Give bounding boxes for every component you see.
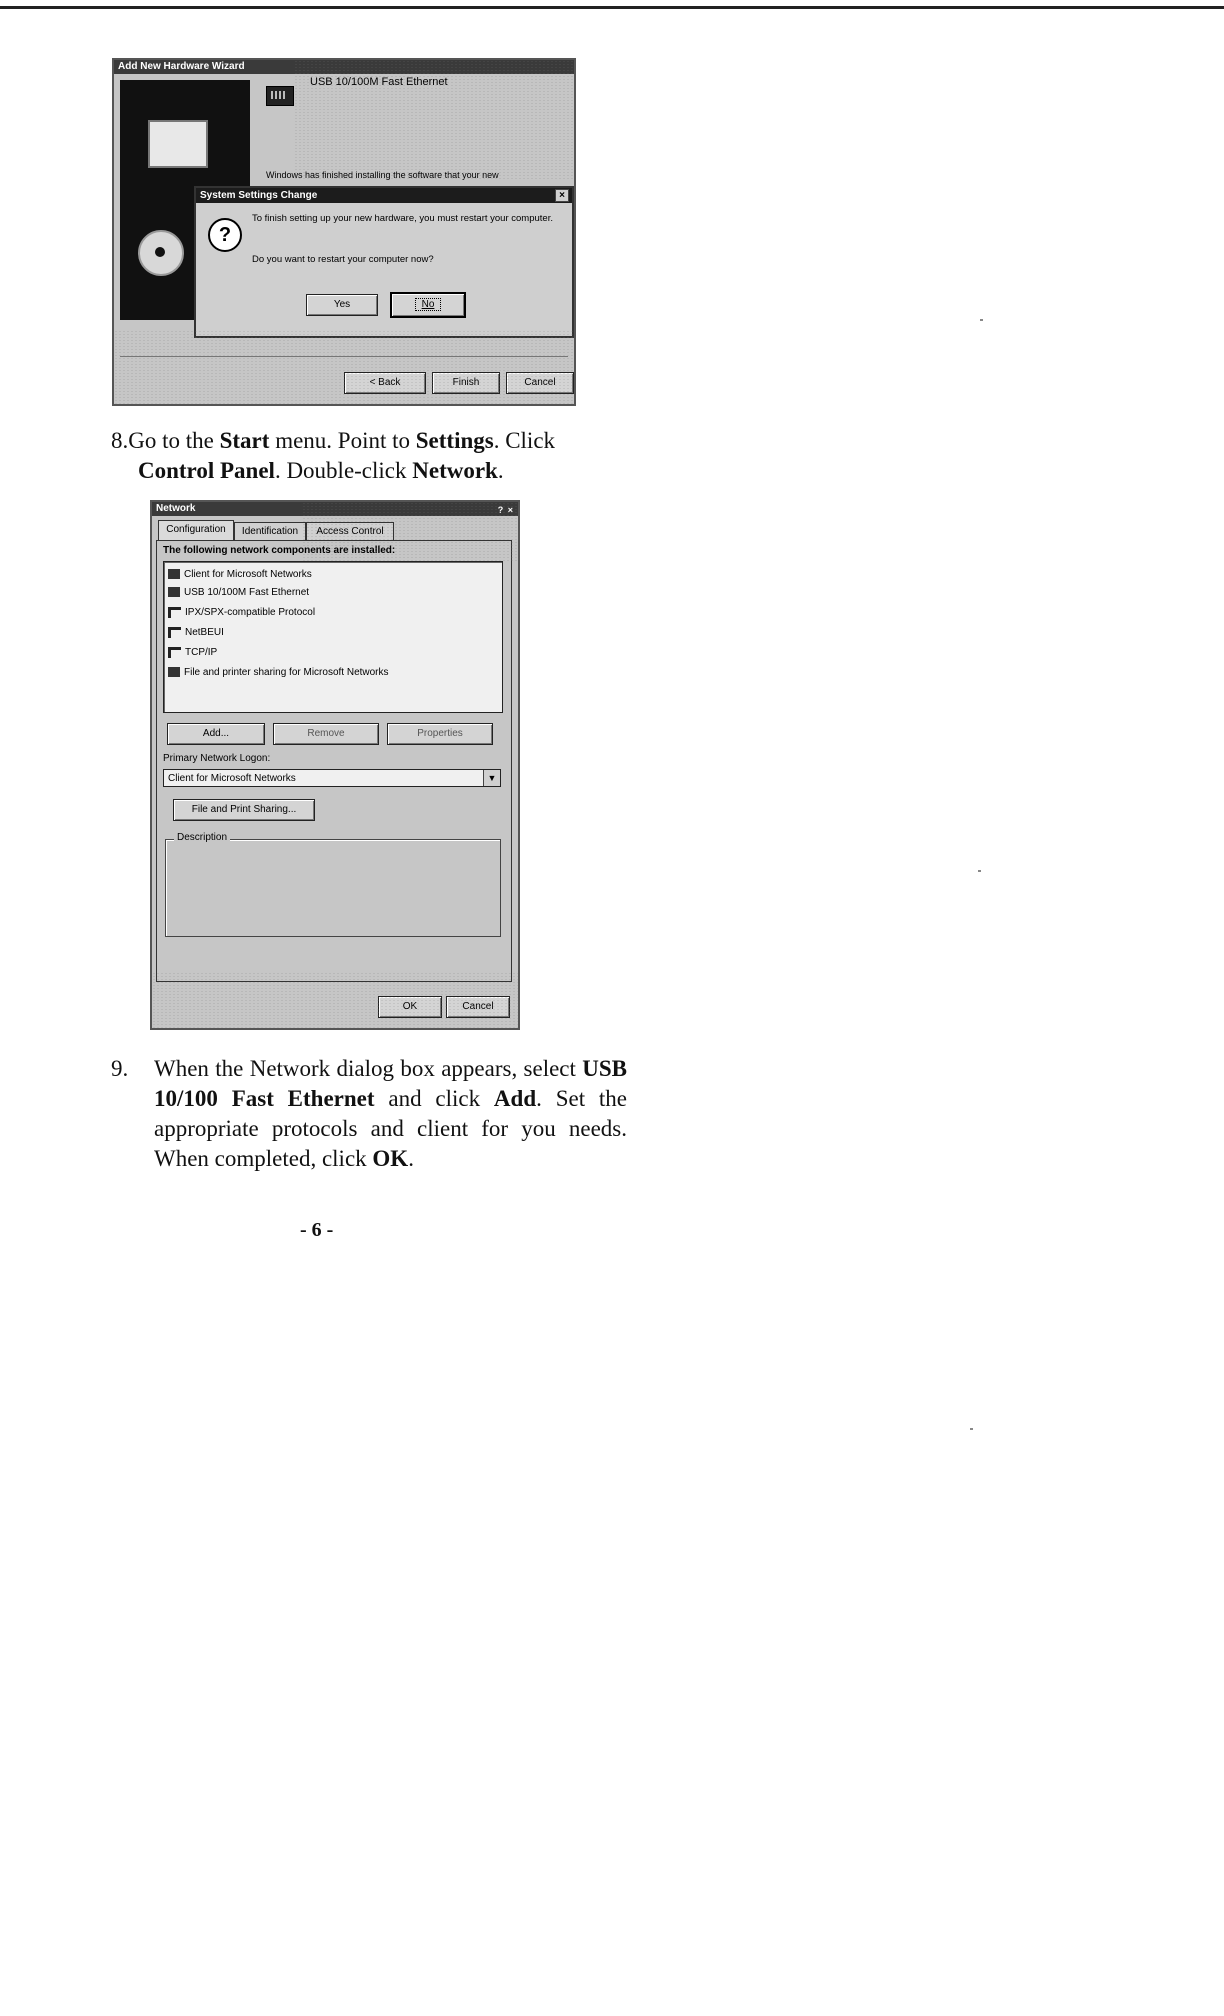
client-icon [168, 569, 180, 579]
no-button[interactable] [390, 292, 466, 318]
top-rule [0, 6, 1224, 9]
list-item-label: NetBEUI [185, 627, 224, 638]
protocol-icon [168, 647, 181, 658]
tab-configuration[interactable]: Configuration [158, 520, 234, 541]
step-text: When the Network dialog box appears, select [154, 1056, 583, 1081]
step-text: . [497, 458, 504, 483]
components-label: The following network components are installed: [163, 545, 396, 556]
configuration-panel [156, 540, 512, 982]
back-button[interactable]: < Back [344, 372, 426, 394]
list-item[interactable] [168, 644, 217, 662]
step-9-body [154, 1054, 627, 1174]
no-button-label: No [415, 298, 442, 311]
step-text: . Set the appropriate protocols and client for you needs. When completed, click [154, 1086, 627, 1171]
step-text: menu. Point to [269, 428, 416, 453]
dialog-title-text: System Settings Change [200, 190, 318, 201]
finish-button[interactable]: Finish [432, 372, 500, 394]
settings-term: Settings [415, 428, 494, 453]
control-panel-term: Control Panel [138, 458, 275, 483]
list-item[interactable] [168, 624, 224, 642]
step-8-instruction [111, 426, 631, 486]
list-item[interactable] [168, 604, 315, 622]
description-group [165, 832, 501, 937]
list-item-label: USB 10/100M Fast Ethernet [184, 587, 310, 598]
list-item-label: File and printer sharing for Microsoft Networks [184, 667, 389, 678]
network-dialog-screenshot [150, 500, 520, 1030]
tab-identification[interactable]: Identification [234, 522, 306, 540]
dialog-message: To finish setting up your new hardware, you must restart your computer. [252, 213, 553, 224]
primary-logon-value: Client for Microsoft Networks [168, 773, 296, 784]
step-text: . Double-click [274, 458, 413, 483]
wizard-title: Add New Hardware Wizard [114, 60, 574, 74]
close-icon[interactable]: × [555, 189, 569, 202]
network-term: Network [412, 458, 498, 483]
step-text: . Click [493, 428, 556, 453]
remove-button[interactable]: Remove [273, 723, 379, 745]
network-title [152, 502, 518, 516]
step-text: and click [374, 1086, 494, 1111]
list-item-label: TCP/IP [185, 647, 218, 658]
start-menu-term: Start [219, 428, 270, 453]
protocol-icon [168, 607, 181, 618]
wizard-device-name: USB 10/100M Fast Ethernet [310, 76, 448, 88]
ok-term: OK [372, 1146, 409, 1171]
chevron-down-icon[interactable]: ▼ [483, 770, 500, 786]
system-settings-change-dialog [194, 186, 574, 338]
dialog-question: Do you want to restart your computer now? [252, 254, 434, 265]
add-term: Add [493, 1086, 537, 1111]
network-card-icon [266, 86, 294, 106]
description-label: Description [174, 832, 230, 843]
list-item[interactable] [168, 664, 389, 682]
wizard-finished-text: Windows has finished installing the software that your new [266, 170, 499, 180]
scan-dot [970, 1428, 973, 1430]
yes-button[interactable]: Yes [306, 294, 378, 316]
network-title-text: Network [156, 503, 196, 514]
step-9-instruction [111, 1054, 627, 1174]
page-number: - 6 - [300, 1219, 334, 1241]
cd-disc-icon [138, 230, 184, 276]
step-number: 8. [111, 428, 129, 453]
list-item[interactable] [168, 584, 309, 602]
properties-button[interactable]: Properties [387, 723, 493, 745]
list-item-label: Client for Microsoft Networks [184, 569, 312, 580]
window-controls-icon[interactable]: ? × [497, 505, 514, 515]
step-text: . [408, 1146, 414, 1171]
question-icon: ? [208, 218, 242, 252]
step-8-line-2 [111, 456, 631, 486]
primary-logon-select[interactable] [163, 769, 501, 787]
ok-button[interactable]: OK [378, 996, 442, 1018]
computer-icon [148, 120, 208, 168]
step-text: Go to the [128, 428, 220, 453]
components-list[interactable] [163, 561, 503, 713]
step-8-line-1 [111, 426, 631, 456]
dialog-title [196, 188, 572, 203]
scan-dot [978, 870, 981, 872]
adapter-icon [168, 587, 180, 597]
protocol-icon [168, 627, 181, 638]
tab-access-control[interactable]: Access Control [306, 522, 394, 540]
add-button[interactable]: Add... [167, 723, 265, 745]
list-item-label: IPX/SPX-compatible Protocol [185, 607, 316, 618]
add-hardware-wizard-screenshot [112, 58, 576, 406]
usb-ethernet-term: USB 10/100 Fast Ethernet [154, 1056, 627, 1111]
file-print-sharing-button[interactable]: File and Print Sharing... [173, 799, 315, 821]
step-number: 9. [111, 1056, 129, 1081]
wizard-cancel-button[interactable]: Cancel [506, 372, 574, 394]
list-item[interactable] [168, 566, 312, 584]
network-cancel-button[interactable]: Cancel [446, 996, 510, 1018]
primary-logon-label: Primary Network Logon: [163, 753, 271, 764]
wizard-separator [120, 356, 568, 357]
sharing-icon [168, 667, 180, 677]
scan-dot [980, 319, 983, 321]
